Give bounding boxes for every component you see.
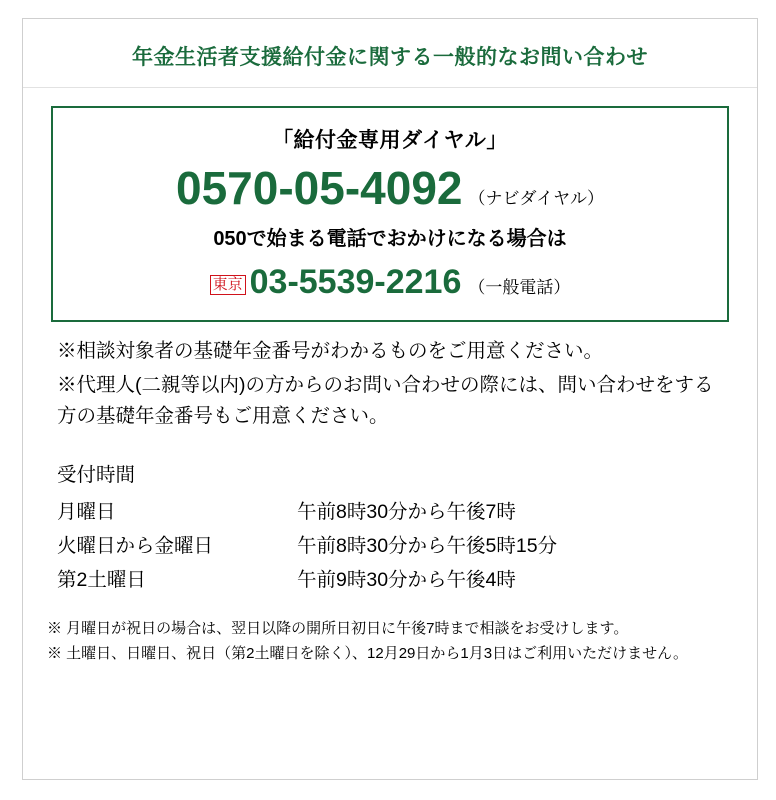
tokyo-dial-line	[63, 263, 717, 302]
info-card	[22, 18, 758, 780]
hours-time: 午前8時30分から午後7時	[297, 501, 516, 524]
footnote-item: ※ 月曜日が祝日の場合は、翌日以降の開所日初日に午後7時まで相談をお受けします。	[47, 620, 629, 638]
navi-dial-line	[63, 164, 717, 212]
dial-label: 「給付金専用ダイヤル」	[272, 129, 508, 152]
preparation-notes	[57, 336, 723, 433]
reception-hours-title: 受付時間	[57, 464, 136, 487]
phone-contact-box	[51, 106, 729, 322]
tokyo-dial-suffix: （一般電話）	[468, 278, 571, 298]
hours-time: 午前9時30分から午後4時	[297, 569, 516, 592]
reception-hours	[57, 459, 723, 595]
note-item: ※代理人(二親等以内)の方からのお問い合わせの際には、問い合わせをする方の基礎年金番号もご用意ください。	[57, 373, 714, 428]
card-header	[23, 19, 757, 88]
footnotes	[47, 617, 733, 666]
page-title: 年金生活者支援給付金に関する一般的なお問い合わせ	[132, 46, 648, 69]
note-item: ※相談対象者の基礎年金番号がわかるものをご用意ください。	[57, 340, 604, 363]
tokyo-dial-number: 03-5539-2216	[249, 263, 462, 302]
alternate-line-note: 050で始まる電話でおかけになる場合は	[213, 228, 567, 251]
hours-day: 火曜日から金曜日	[57, 535, 214, 558]
hours-day: 月曜日	[57, 501, 116, 524]
table-row	[57, 527, 557, 561]
hours-time: 午前8時30分から午後5時15分	[297, 535, 558, 558]
table-row	[57, 493, 557, 527]
table-row	[57, 561, 557, 595]
tokyo-region-tag: 東京	[210, 275, 246, 295]
footnote-item: ※ 土曜日、日曜日、祝日（第2土曜日を除く）、12月29日から1月3日はご利用いただけません。	[47, 645, 688, 663]
hours-day: 第2土曜日	[57, 569, 146, 592]
navi-dial-number: 0570-05-4092	[176, 162, 463, 214]
navi-dial-suffix: （ナビダイヤル）	[468, 189, 604, 208]
reception-hours-table	[57, 493, 557, 595]
